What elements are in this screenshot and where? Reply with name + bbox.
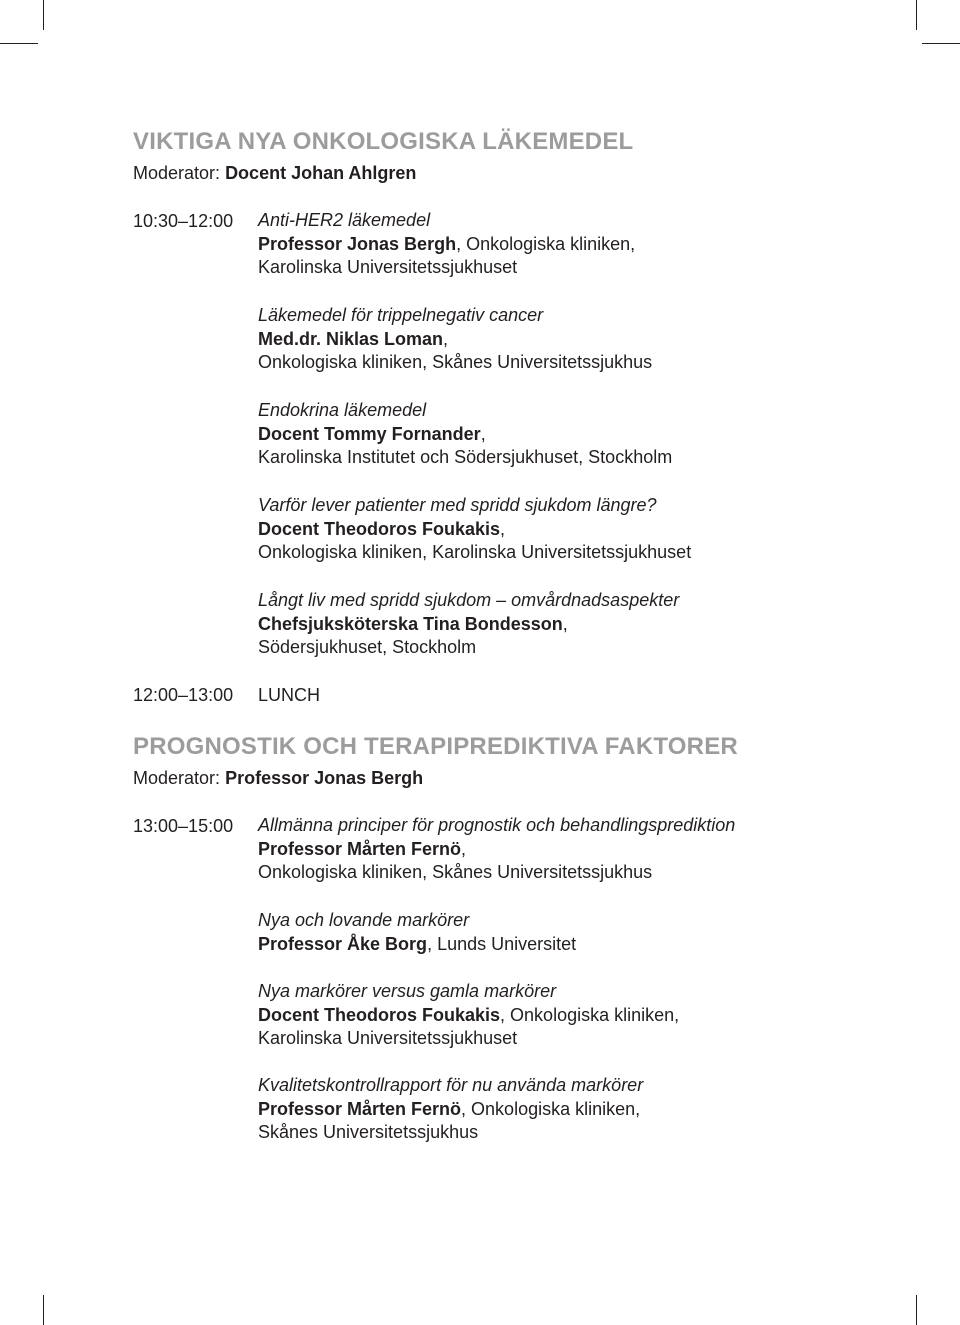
speaker-name: Professor Jonas Bergh bbox=[258, 233, 457, 254]
lunch-time: 12:00–13:00 bbox=[133, 685, 234, 705]
talk bbox=[258, 589, 938, 660]
speaker-name: Professor Mårten Fernö bbox=[258, 838, 462, 859]
speaker-affiliation: , bbox=[562, 613, 568, 634]
moderator-name: Docent Johan Ahlgren bbox=[225, 163, 417, 183]
talk-speaker-line bbox=[258, 613, 938, 637]
talk-speaker-line bbox=[258, 1098, 938, 1122]
talk bbox=[258, 980, 938, 1051]
talk-speaker-line bbox=[258, 328, 938, 352]
talk-title: Läkemedel för trippelnegativ cancer bbox=[258, 305, 544, 325]
talk-title: Nya markörer versus gamla markörer bbox=[258, 981, 557, 1001]
talk bbox=[258, 1074, 938, 1145]
talk-speaker-line bbox=[258, 518, 938, 542]
crop-mark bbox=[43, 0, 44, 30]
speaker-affiliation: Onkologiska kliniken, Skånes Universitetssjukhus bbox=[258, 352, 653, 373]
speaker-affiliation: , Lunds Universitet bbox=[427, 933, 577, 954]
speaker-name: Docent Theodoros Foukakis bbox=[258, 1004, 501, 1025]
crop-mark bbox=[922, 43, 960, 44]
speaker-name: Docent Tommy Fornander bbox=[258, 423, 481, 444]
speaker-affiliation: , Onkologiska kliniken, bbox=[456, 233, 636, 254]
speaker-affiliation: , bbox=[480, 423, 486, 444]
crop-mark bbox=[916, 1295, 917, 1325]
moderator-line bbox=[133, 766, 423, 790]
talk bbox=[258, 209, 938, 280]
crop-mark bbox=[43, 1295, 44, 1325]
lunch-label: LUNCH bbox=[258, 685, 321, 705]
talk-title: Långt liv med spridd sjukdom – omvårdnadsaspekter bbox=[258, 590, 680, 610]
speaker-name: Professor Mårten Fernö bbox=[258, 1098, 462, 1119]
talk bbox=[258, 909, 938, 956]
talk bbox=[258, 494, 938, 565]
talk-speaker-line bbox=[258, 933, 938, 957]
talk-speaker-line bbox=[258, 423, 938, 447]
speaker-affiliation: Onkologiska kliniken, Karolinska Universitetssjukhuset bbox=[258, 542, 692, 563]
talk bbox=[258, 814, 938, 885]
talk-speaker-line bbox=[258, 838, 938, 862]
speaker-name: Chefsjuksköterska Tina Bondesson bbox=[258, 613, 563, 634]
session-time: 13:00–15:00 bbox=[133, 816, 234, 836]
speaker-affiliation: Karolinska Universitetssjukhuset bbox=[258, 257, 518, 278]
speaker-affiliation: Skånes Universitetssjukhus bbox=[258, 1122, 479, 1143]
crop-mark bbox=[0, 43, 38, 44]
crop-mark bbox=[916, 0, 917, 30]
section-title: PROGNOSTIK OCH TERAPIPREDIKTIVA FAKTORER bbox=[133, 733, 738, 760]
talk bbox=[258, 304, 938, 375]
speaker-affiliation: , Onkologiska kliniken, bbox=[500, 1004, 680, 1025]
speaker-name: Med.dr. Niklas Loman bbox=[258, 328, 444, 349]
talk-title: Nya och lovande markörer bbox=[258, 910, 470, 930]
speaker-affiliation: Södersjukhuset, Stockholm bbox=[258, 637, 477, 658]
talk-title: Allmänna principer för prognostik och behandlingsprediktion bbox=[258, 815, 736, 835]
talk-speaker-line bbox=[258, 1004, 938, 1028]
moderator-line bbox=[133, 161, 416, 185]
moderator-label: Moderator: bbox=[133, 768, 221, 788]
speaker-affiliation: , bbox=[461, 838, 467, 859]
speaker-affiliation: Karolinska Institutet och Södersjukhuset, Stockholm bbox=[258, 447, 673, 468]
section-title: VIKTIGA NYA ONKOLOGISKA LÄKEMEDEL bbox=[133, 128, 634, 155]
talk-title: Kvalitetskontrollrapport för nu använda markörer bbox=[258, 1075, 644, 1095]
moderator-label: Moderator: bbox=[133, 163, 221, 183]
speaker-affiliation: Onkologiska kliniken, Skånes Universitetssjukhus bbox=[258, 862, 653, 883]
speaker-name: Professor Åke Borg bbox=[258, 933, 428, 954]
talk-title: Endokrina läkemedel bbox=[258, 400, 427, 420]
speaker-affiliation: Karolinska Universitetssjukhuset bbox=[258, 1028, 518, 1049]
talk bbox=[258, 399, 938, 470]
talk-title: Varför lever patienter med spridd sjukdom längre? bbox=[258, 495, 657, 515]
session-time: 10:30–12:00 bbox=[133, 211, 234, 231]
talk-speaker-line bbox=[258, 233, 938, 257]
speaker-name: Docent Theodoros Foukakis bbox=[258, 518, 501, 539]
speaker-affiliation: , Onkologiska kliniken, bbox=[461, 1098, 641, 1119]
speaker-affiliation: , bbox=[443, 328, 449, 349]
moderator-name: Professor Jonas Bergh bbox=[225, 768, 424, 788]
speaker-affiliation: , bbox=[500, 518, 506, 539]
talk-title: Anti-HER2 läkemedel bbox=[258, 210, 431, 230]
